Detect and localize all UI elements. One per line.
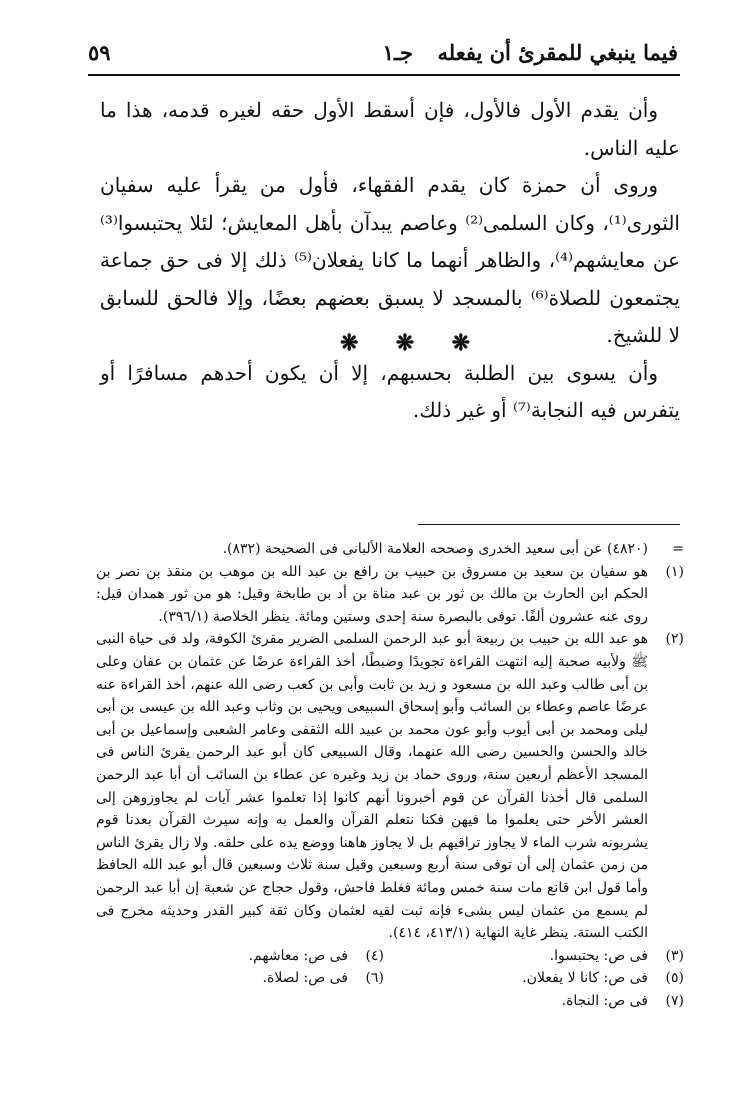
footnotes [96, 538, 684, 1012]
paragraph: وأن يقدم الأول فالأول، فإن أسقط الأول حقه لغيره قدمه، هذا ما عليه الناس. [100, 98, 680, 160]
footnote-marker: (٤) [365, 947, 384, 964]
footnote-marker: (٢) [665, 631, 684, 648]
footnote-text: فى ص: كانا لا يفعلان. [522, 970, 648, 987]
paragraph: وروى أن حمزة كان يقدم الفقهاء، فأول من يقرأ عليه سفيان الثورى⁽¹⁾، وكان السلمى⁽²⁾ وعاصم يبدآن بأهل المعايش؛ لئلا يحتبسوا⁽³⁾ عن معايشهم⁽⁴⁾، والظاهر أنهما ما كانا يفعلان⁽⁵⁾ ذلك إلا فى حق جماعة يجتمعون للصلاة⁽⁶⁾ بالمسجد لا يسبق بعضهم بعضًا، وإلا فالحق للسابق لا للشيخ. [100, 173, 681, 347]
footnote-text: (٤٨٢٠) عن أبى سعيد الخدرى وصححه العلامة الألبانى فى الصحيحة (٨٣٢). [222, 541, 648, 557]
footnote-marker: (٦) [365, 970, 384, 987]
footnote [384, 967, 684, 990]
footnote-divider [418, 524, 680, 525]
footnote [96, 628, 684, 944]
section-separator [340, 330, 470, 356]
footnote-text: فى ص: يحتبسوا. [549, 947, 648, 964]
footnote-text: فى ص: النجاة. [561, 992, 648, 1009]
short-footnotes [96, 945, 684, 1013]
asterism-icon: ❋ [395, 330, 415, 356]
footnote [384, 990, 684, 1013]
footnote [384, 945, 684, 968]
footnote-text: فى ص: معاشهم. [248, 947, 348, 964]
chapter-title: فيما ينبغي للمقرئ أن يفعله [437, 40, 678, 65]
footnote-text: فى ص: لصلاة. [262, 970, 348, 987]
footnote [96, 538, 684, 561]
header-divider [88, 74, 680, 76]
footnote-marker: (١) [665, 563, 684, 580]
footnote-marker: (٥) [665, 970, 684, 987]
footnote [96, 967, 384, 990]
footnote [96, 561, 684, 629]
asterism-icon: ❋ [451, 330, 470, 356]
volume-label: جـ١ [382, 40, 413, 65]
footnote-marker: = [672, 541, 684, 557]
running-header [88, 40, 678, 76]
asterism-icon: ❋ [340, 330, 359, 356]
footnote-marker: (٧) [665, 992, 684, 1009]
page-number: ٥٩ [88, 40, 111, 65]
footnote-marker: (٣) [665, 947, 684, 964]
footnote-text: هو عبد الله بن حبيب بن ربيعة أبو عبد الرحمن السلمى الضرير مقرئ الكوفة، ولد فى حياة النبى ﷺ ولأبيه صحبة إليه انتهت القراءة تجويدًا وضبطًا، أخذ القراءة عرضًا عن عثمان بن عفان وعلى بن أبى طالب وعبد الله بن مسعود و زيد بن ثابت وأبى بن كعب رضى الله عنهم، أخذ القراءة عنه عرضًا عاصم وعطاء بن السائب وأبو إسحاق السبيعى ويحيى بن وثاب وعبد الله بن عيسى بن أبى ليلى ومحمد بن أبى أيوب وأبو عون محمد بن عبيد الله الثقفى وعامر الشعبى وإسماعيل بن أبى خالد والحسن والحسين رضى الله عنهما، وقال السبيعى كان أبو عبد الرحمن يقرئ الناس فى المسجد الأعظم أربعين سنة، وروى حماد بن زيد وغيره عن عطاء بن السائب أن أبا عبد الرحمن السلمى قال أخذنا القرآن عن قوم أخبرونا أنهم كانوا إذا تعلموا عشر آيات لم يجاوزوهن إلى العشر الأخر حتى يعلموا ما فيهن فكنا نتعلم القرآن والعمل به وإنه سيرث القرآن بعدنا قوم يشربونه شرب الماء لا يجاوز تراقيهم بل لا يجاوز هاهنا ووضع يده على حلقه. ولا زال يقرئ الناس من زمن عثمان إلى أن توفى سنة أربع وسبعين وقيل سنة ثلاث وسبعين قال أبو عبد الله الحافظ وأما قول ابن قانع مات سنة خمس ومائة فغلط فاحش، وقول حجاج عن شعبة إن أبا عبد الرحمن لم يسمع من عثمان ليس بشىء فإنه ثبت لقيه لعثمان وكان ثقة كبير القدر وحديثه مخرج فى الكتب الستة. ينظر غاية النهاية (٤١٣/١، ٤١٤). [96, 631, 648, 942]
footnote-text: هو سفيان بن سعيد بن مسروق بن حبيب بن رافع بن عبد الله بن موهب بن منقذ بن نصر بن الحكم ابن الحارث بن مالك بن ثور بن عبد مناة بن أد بن طابخة وقيل: هو من ثور همدان قيل: روى عنه عشرون ألفًا. توفى بالبصرة سنة إحدى وستين ومائة. ينظر الخلاصة (٣٩٦/١). [96, 563, 648, 625]
paragraph: وأن يسوى بين الطلبة بحسبهم، إلا أن يكون أحدهم مسافرًا أو يتفرس فيه النجابة⁽⁷⁾ أو غير ذلك. [100, 360, 680, 422]
main-text [100, 92, 680, 430]
footnote [96, 945, 384, 968]
